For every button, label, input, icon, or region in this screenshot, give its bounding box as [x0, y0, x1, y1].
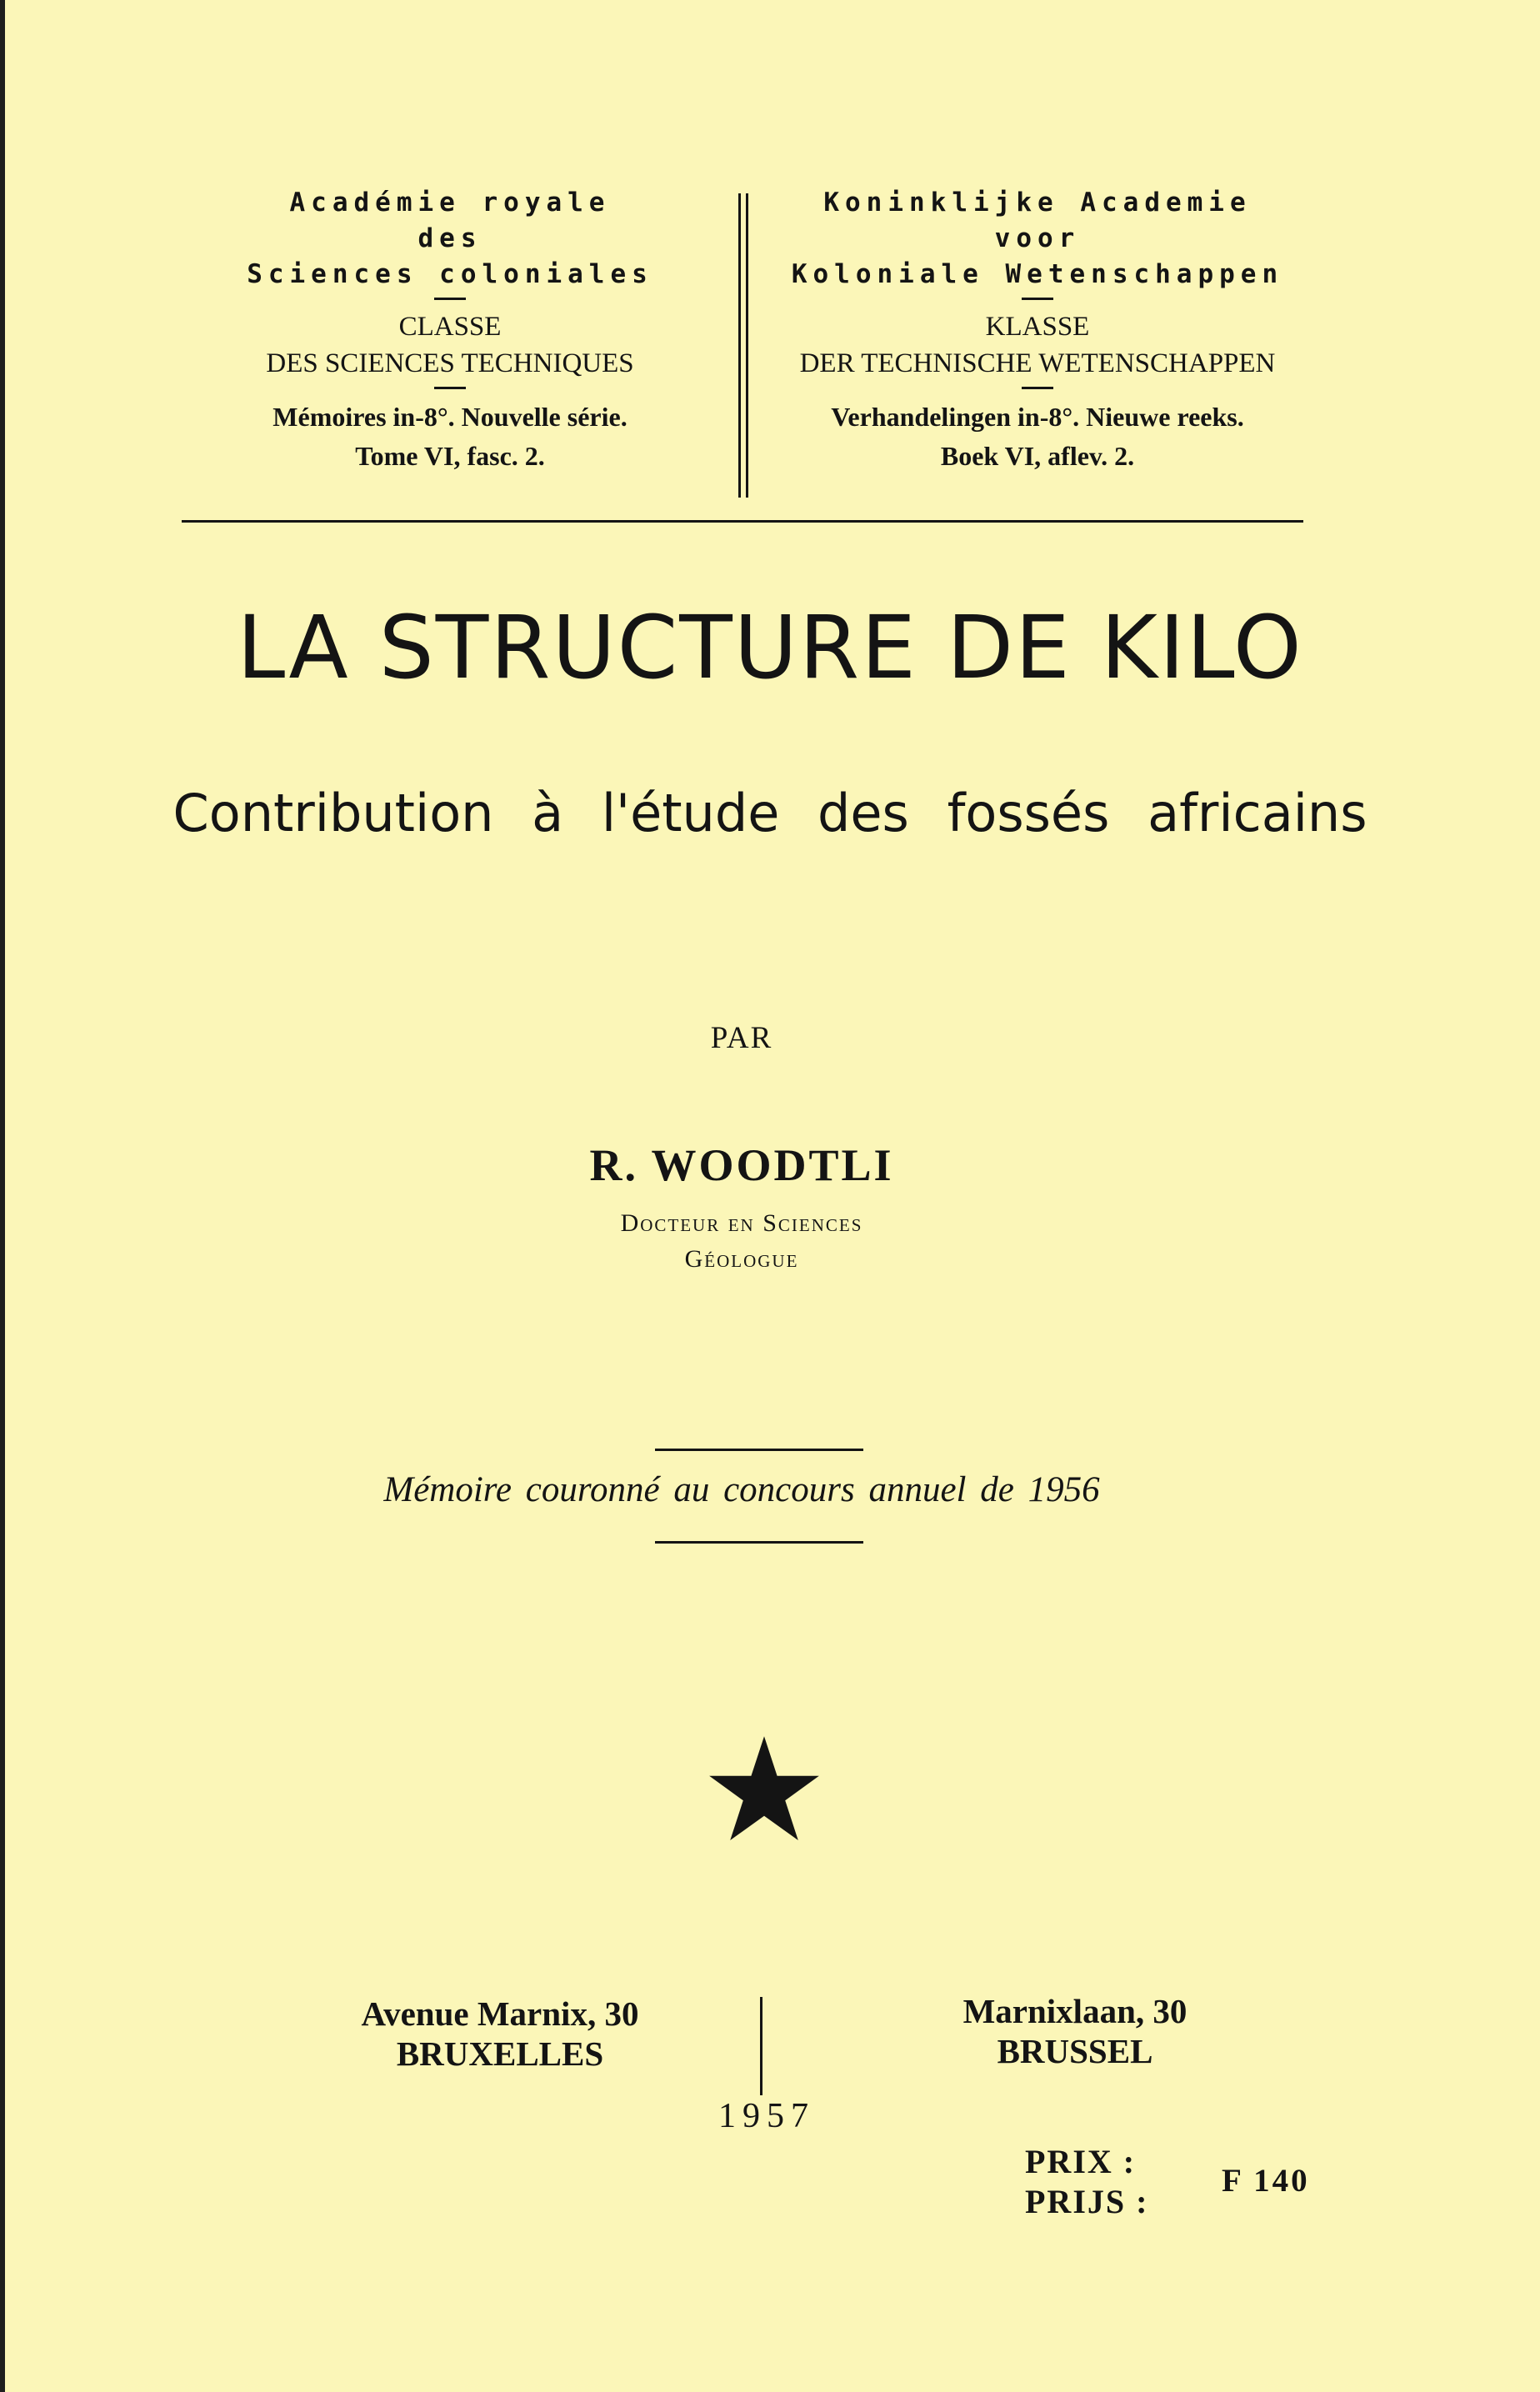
dash-divider — [434, 387, 466, 389]
page-left-edge — [0, 0, 5, 2392]
institution-name-nl-line3: Koloniale Wetenschappen — [791, 259, 1284, 289]
by-label: PAR — [710, 1021, 773, 1055]
dash-divider — [434, 298, 466, 300]
address-fr-line2: BRUXELLES — [396, 2034, 604, 2073]
dash-divider — [1022, 387, 1053, 389]
institution-name-fr-line3: Sciences coloniales — [247, 259, 653, 289]
dash-divider — [1022, 298, 1053, 300]
institution-name-fr-line1: Académie royale — [289, 188, 611, 218]
class-name-fr-line2: DES SCIENCES TECHNIQUES — [266, 348, 634, 378]
header-column-separator — [738, 193, 741, 498]
publication-year: 1957 — [718, 2097, 815, 2135]
author-credential-line2: Géologue — [684, 1245, 799, 1273]
book-title: LA STRUCTURE DE KILO — [237, 597, 1303, 698]
footer-separator — [760, 1997, 762, 2095]
award-top-rule — [655, 1449, 863, 1451]
price-label-nl: PRIJS : — [1025, 2183, 1149, 2220]
author-credential-line1: Docteur en Sciences — [620, 1209, 863, 1237]
publisher-address-nl — [892, 1991, 1258, 2071]
address-fr-line1: Avenue Marnix, 30 — [361, 1994, 639, 2033]
class-name-nl-line1: KLASSE — [985, 312, 1090, 342]
author-name: R. WOODTLI — [589, 1140, 894, 1190]
series-nl-line1: Verhandelingen in-8°. Nieuwe reeks. — [831, 402, 1244, 432]
class-name-nl-line2: DER TECHNISCHE WETENSCHAPPEN — [799, 348, 1276, 378]
address-nl-line1: Marnixlaan, 30 — [962, 1992, 1188, 2030]
book-subtitle: Contribution à l'étude des fossés africains — [172, 783, 1368, 843]
header-right-column — [750, 185, 1325, 476]
institution-name-fr-line2: des — [418, 223, 482, 253]
institution-name-nl-line1: Koninklijke Academie — [823, 188, 1252, 218]
header-column-separator — [746, 193, 748, 498]
publisher-address-fr — [300, 1994, 700, 2074]
price-value: F 140 — [1222, 2163, 1310, 2199]
header-bottom-rule — [182, 520, 1303, 523]
price-labels — [1025, 2142, 1148, 2222]
header-left-column — [150, 185, 750, 476]
star-icon — [709, 1736, 819, 1841]
address-nl-line2: BRUSSEL — [997, 2032, 1153, 2070]
series-fr-line1: Mémoires in-8°. Nouvelle série. — [272, 402, 628, 432]
award-bottom-rule — [655, 1541, 863, 1544]
series-nl-line2: Boek VI, aflev. 2. — [940, 441, 1135, 471]
institution-name-nl-line2: voor — [994, 223, 1081, 253]
series-fr-line2: Tome VI, fasc. 2. — [355, 441, 545, 471]
price-label-fr: PRIX : — [1025, 2143, 1137, 2180]
class-name-fr-line1: CLASSE — [398, 312, 502, 342]
award-note: Mémoire couronné au concours annuel de 1956 — [383, 1470, 1100, 1509]
